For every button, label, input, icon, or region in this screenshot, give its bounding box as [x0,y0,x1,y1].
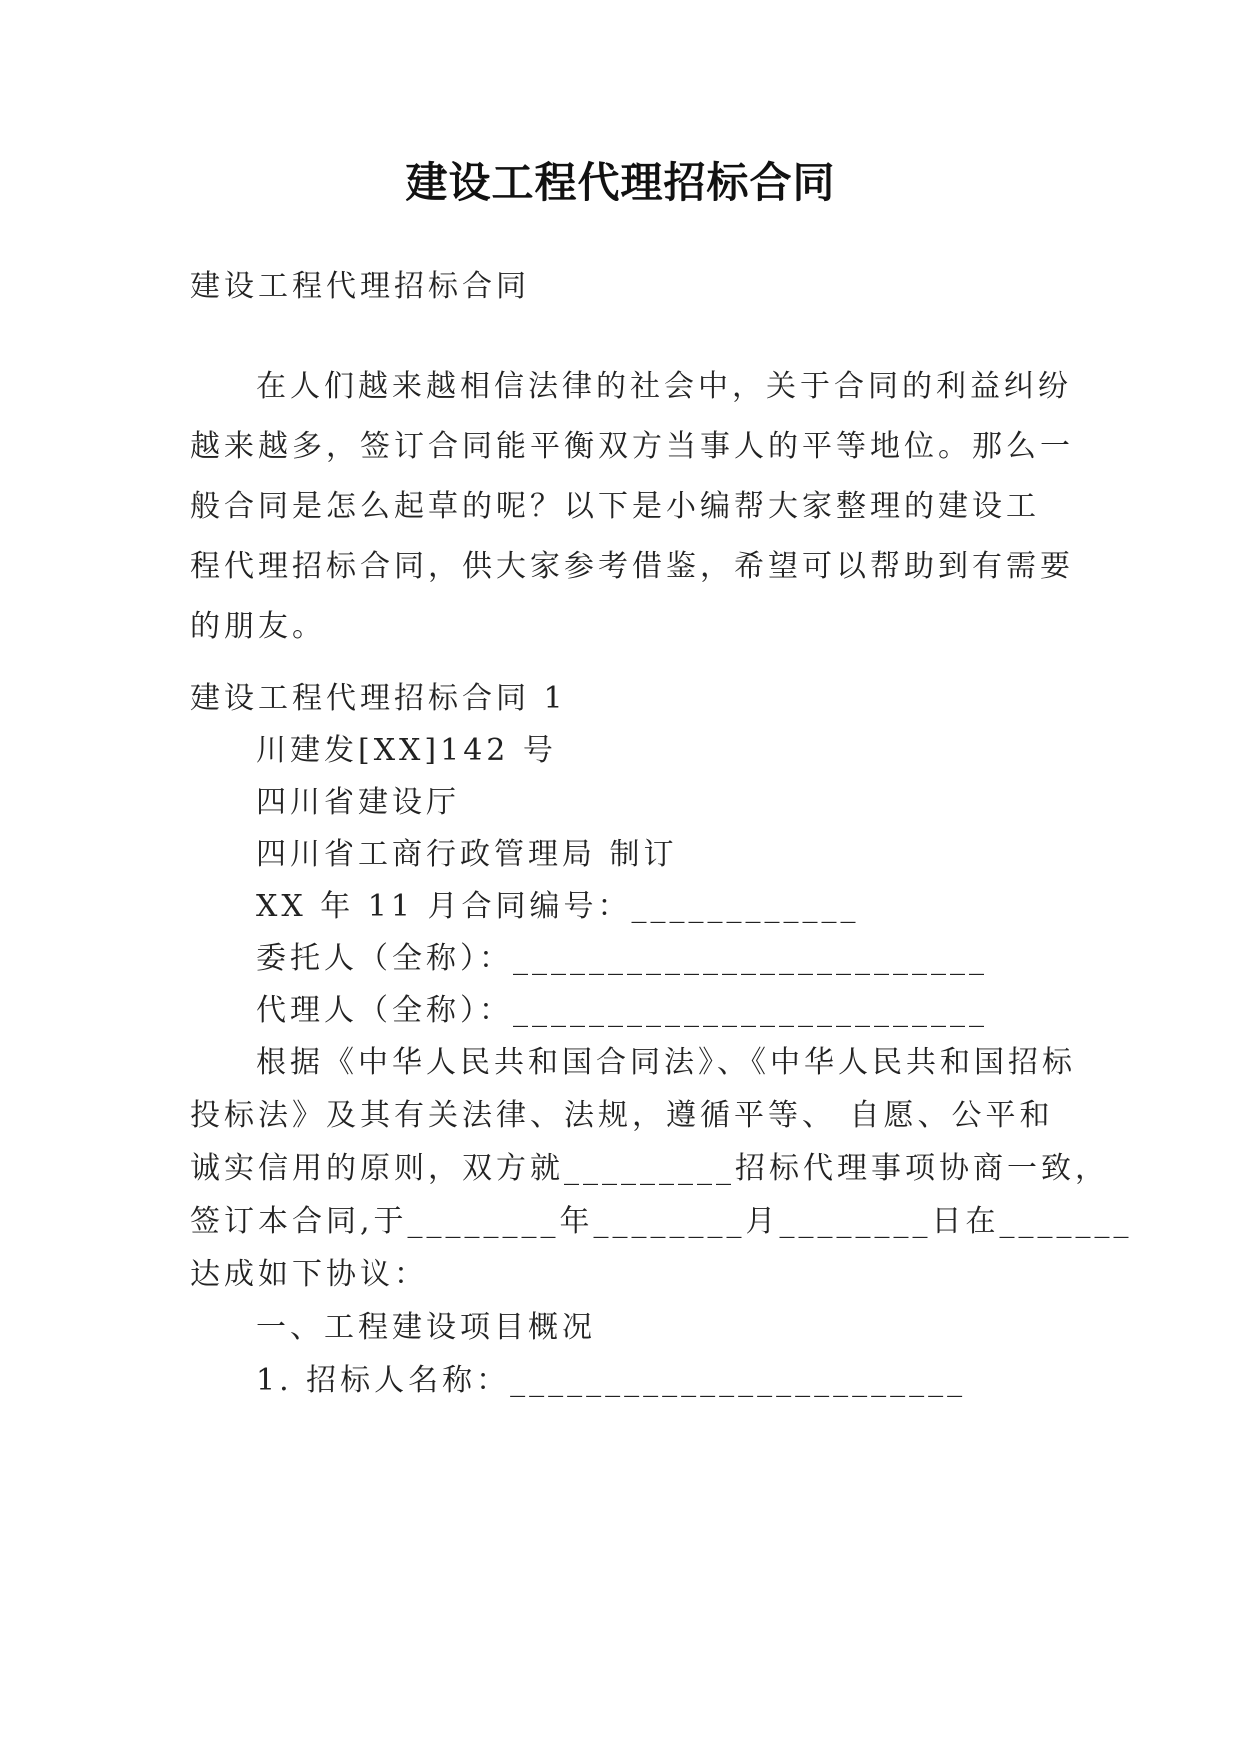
agent-line: 代理人（全称）：_________________________ [256,993,988,1028]
intro-line: 的朋友。 [190,609,326,644]
issuer-line: 四川省工商行政管理局 制订 [256,837,678,872]
agreement-line: 签订本合同,于________年________月________日在_______ [190,1204,1133,1239]
principal-line: 委托人（全称）：_________________________ [256,941,988,976]
document-number: 川建发[XX]142 号 [256,733,557,768]
agreement-line: 达成如下协议： [190,1257,428,1292]
intro-paragraph [190,357,1074,657]
section-heading: 一、工程建设项目概况 [256,1310,596,1345]
intro-line: 般合同是怎么起草的呢？以下是小编帮大家整理的建设工 [190,489,1040,524]
subtitle-line: 建设工程代理招标合同 [190,269,530,304]
agreement-line: 根据《中华人民共和国合同法》、《中华人民共和国招标 [256,1045,1076,1080]
document-subtitle [190,257,1060,317]
agreement-paragraph [190,1033,1133,1298]
intro-line: 越来越多，签订合同能平衡双方当事人的平等地位。那么一 [190,429,1074,464]
agreement-line: 投标法》及其有关法律、法规，遵循平等、 自愿、公平和 [190,1098,1054,1133]
contract-number-line: XX 年 11 月合同编号：____________ [256,889,860,924]
intro-line: 程代理招标合同，供大家参考借鉴，希望可以帮助到有需要 [190,549,1074,584]
project-section [190,1298,1060,1404]
issuer-line: 四川省建设厅 [256,785,460,820]
document-title: 建设工程代理招标合同 [405,158,836,207]
contract-header-block [190,670,1060,1034]
tenderer-name-line: 1. 招标人名称：________________________ [256,1363,967,1398]
contract-heading: 建设工程代理招标合同 1 [190,681,567,716]
intro-line: 在人们越来越相信法律的社会中，关于合同的利益纠纷 [256,369,1072,404]
agreement-line: 诚实信用的原则，双方就_________招标代理事项协商一致， [190,1151,1109,1186]
